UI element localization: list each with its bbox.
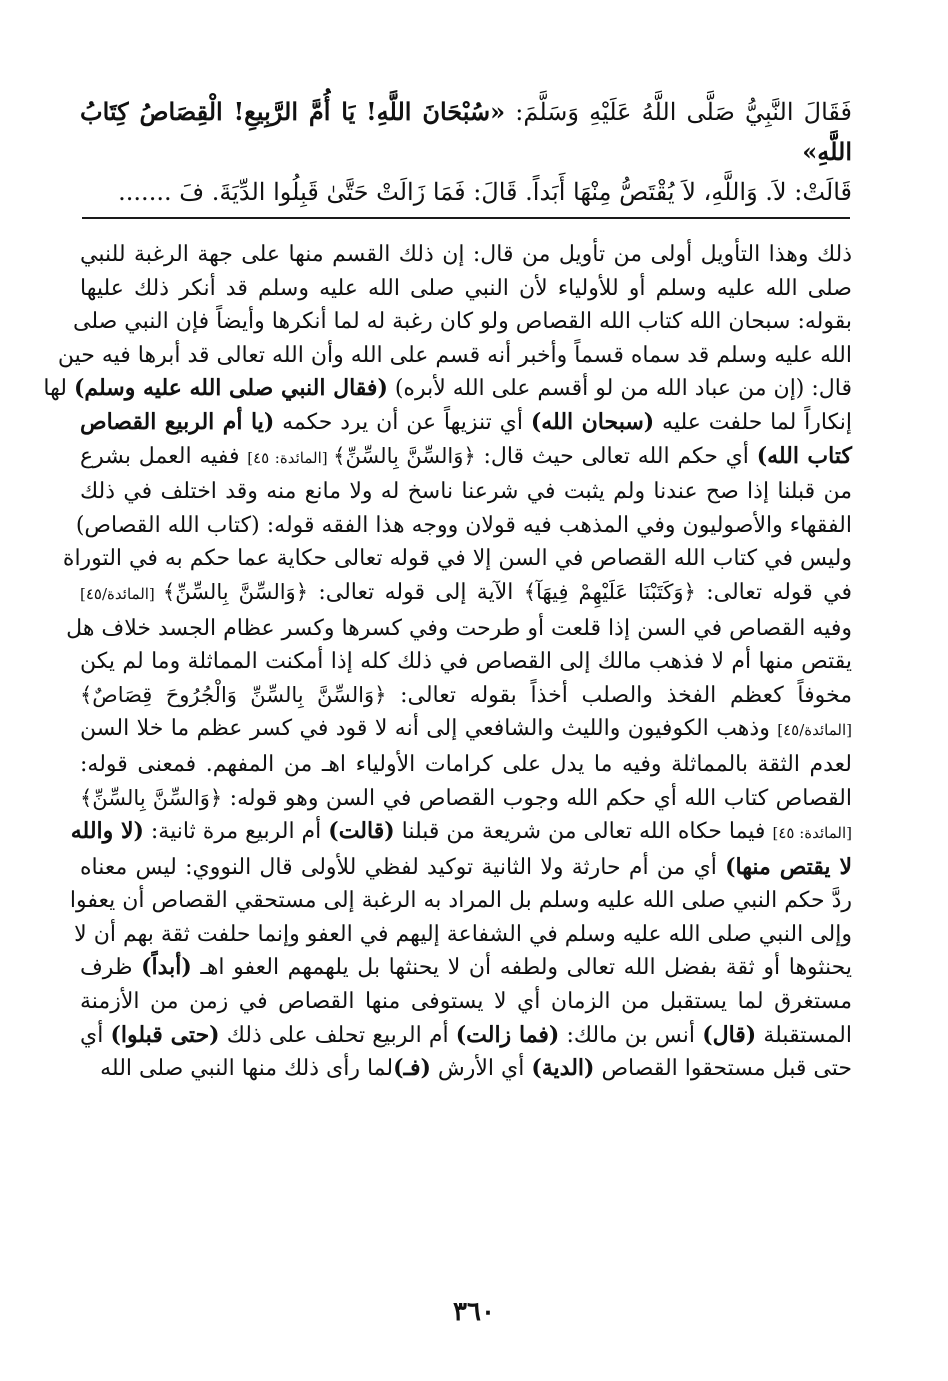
bold-quote: (يا أم الربيع القصاص (80, 408, 275, 435)
commentary-line (43, 372, 852, 406)
text-segment: أي تنزيهاً عن أن يرد حكمه (274, 409, 531, 435)
text-segment: أي (80, 1022, 111, 1048)
quran-verse: ﴿وَالسِّنَّ بِالسِّنِّ﴾ (162, 579, 308, 604)
text-segment: أي الأرش (430, 1056, 532, 1082)
page-number: ٣٦٠ (453, 1297, 495, 1327)
text-segment: لما رأى ذلك منها النبي صلى الله (100, 1056, 394, 1082)
commentary-line: ذلك وهذا التأويل أولى من تأويل من قال: إن ذلك القسم منها على جهة الرغبة للنبي (80, 242, 852, 267)
quran-verse: ﴿وَالسِّنَّ بِالسِّنِّ وَالْجُرُوحَ قِصَاصٌ﴾ (80, 682, 387, 707)
verse-reference: [المائدة/٤٥] (80, 584, 163, 603)
bold-quote: (فـ) (393, 1055, 431, 1082)
commentary-line: وإلى النبي صلى الله عليه وسلم في الشفاعة إليهم في العفو وإنما حلفت ثقة بهم أن لا (74, 921, 852, 947)
bold-quote: (لا والله (70, 818, 144, 845)
text-segment: أنس بن مالك: (559, 1022, 703, 1048)
commentary-line (80, 576, 852, 612)
bold-quote: لا يقتص منها) (725, 853, 853, 880)
hadith-line-1 (80, 98, 852, 166)
hadith-text (80, 92, 852, 212)
bold-quote: (فما زالت) (455, 1021, 560, 1048)
commentary-line: يقتص منها أم لا فذهب مالك إلى القصاص في ذلك كله إذا أمكنت المماثلة وما لم يكن (80, 649, 852, 675)
text-segment: أم الربيع مرة ثانية: (143, 819, 329, 845)
text-segment: أي من أم حارثة ولا الثانية توكيد لفظي للأولى قال النووي: ليس معناه (80, 854, 726, 880)
verse-reference: [المائدة/٤٥] (777, 721, 852, 740)
commentary-line (70, 815, 852, 851)
verse-reference: [المائدة: ٤٥] (247, 448, 334, 467)
commentary-line: لعدم الثقة بالمماثلة وفيه ما يدل على كرامات الأولياء اهـ من المفهم. فمعنى قوله: (80, 751, 852, 777)
bold-quote: كتاب الله) (756, 442, 852, 469)
text-segment: الآية إلى قوله تعالى: (308, 579, 524, 605)
commentary-line (80, 1052, 852, 1086)
commentary-line: بقوله: سبحان الله كتاب الله القصاص ولو كان رغبة له لما أنكرها وأيضاً فإن النبي صلى (73, 309, 852, 335)
bold-quote: (حتى قبلوا) (110, 1021, 220, 1048)
text-segment: فيما حكاه الله تعالى من شريعة من قبلنا (394, 819, 773, 845)
verse-reference: [المائدة: ٤٥] (772, 824, 852, 843)
bold-quote: (أبداً) (141, 954, 192, 981)
hadith-line-1-quote: «سُبْحَانَ اللَّهِ! يَا أُمَّ الرَّبِيعِ! الْقِصَاصُ كِتَابُ اللَّهِ» (80, 97, 852, 166)
bold-quote: (فقال النبي صلى الله عليه وسلم) (73, 375, 388, 402)
commentary-line (80, 679, 852, 713)
text-segment: أي حكم الله تعالى حيث قال: (475, 443, 757, 469)
commentary-line: وفيه القصاص في السن إذا قلعت أو طرحت وفي كسرها وكسر عظام الجسد خلاف هل (66, 615, 852, 641)
hadith-line-2: قَالَتْ: لاَ. وَاللَّهِ، لاَ يُقْتَصُّ مِنْهَا أَبَداً. قَالَ: فَمَا زَالَتْ حَتَّىٰ قَبِلُوا الدِّيَةَ. فَ ....... (118, 178, 852, 206)
text-segment: أم الربيع تحلف على ذلك (219, 1022, 456, 1048)
bold-quote: (الدية) (531, 1055, 595, 1082)
commentary-line: مستغرق لما يستقبل من الزمان أي لا يستوفى منها القصاص في زمن من الأزمنة (80, 989, 852, 1015)
text-segment: قال: (إن من عباد الله من لو أقسم على الله لأبره) (387, 376, 852, 402)
commentary-line (80, 406, 852, 440)
quran-verse: ﴿وَالسِّنَّ بِالسِّنِّ﴾ (80, 785, 223, 810)
commentary-line: الله عليه وسلم قد سماه قسماً وأخبر أنه قسم على الله وأن الله تعالى قد أبرها فيه حين (57, 342, 852, 368)
text-segment: لها (43, 376, 74, 402)
commentary-line: صلى الله عليه وسلم أو للأولياء لأن النبي صلى الله عليه وسلم قد أنكر ذلك عليها (80, 275, 852, 301)
commentary-line (80, 712, 852, 748)
text-segment: وذهب الكوفيون والليث والشافعي إلى أنه لا قود في كسر عظم ما خلا السن (80, 716, 778, 742)
commentary-line (80, 782, 852, 816)
bold-quote: (سبحان الله) (530, 408, 655, 435)
commentary-line (80, 1019, 852, 1053)
hadith-block (80, 92, 852, 212)
commentary-line: ردَّ حكم النبي صلى الله عليه وسلم بل المراد به الرغبة إلى مستحقي القصاص أن يعفوا (69, 888, 852, 914)
text-segment: إنكاراً لما حلفت عليه (654, 409, 852, 435)
commentary-line (80, 851, 852, 885)
text-segment: يحنثوها أو ثقة بفضل الله تعالى ولطفه أن لا يحنثها بل يلهمهم العفو اهـ (191, 955, 853, 981)
quran-verse: ﴿وَكَتَبْنَا عَلَيْهِمْ فِيهَآ﴾ (523, 579, 696, 604)
bold-quote: (قال) (702, 1021, 757, 1048)
commentary-line (80, 440, 852, 476)
text-segment: ظرف (80, 955, 142, 981)
commentary-text (43, 238, 853, 1086)
text-segment: في قوله تعالى: (695, 579, 853, 605)
text-segment: حتى قبل مستحقوا القصاص (594, 1056, 852, 1082)
commentary-line (80, 951, 852, 985)
hadith-line-1-plain: فَقَالَ النَّبِيُّ صَلَّى اللَّهُ عَلَيْهِ وَسَلَّمَ: (505, 98, 852, 126)
commentary-line: من قبلنا إذا صح عندنا ولم يثبت في شرعنا ناسخ له ولا مانع منه وقد اختلف في ذلك (80, 479, 852, 505)
text-segment: القصاص كتاب الله أي حكم الله وجوب القصاص في السن وهو قوله: (222, 785, 852, 811)
footnote-divider (82, 217, 850, 219)
commentary-line: وليس في كتاب الله القصاص في السن إلا في قوله تعالى حكاية عما حكم به في التوراة (62, 546, 852, 572)
quran-verse: ﴿وَالسِّنَّ بِالسِّنِّ﴾ (333, 443, 476, 468)
text-segment: المستقبلة (756, 1022, 852, 1048)
text-segment: ففيه العمل بشرع (80, 443, 248, 469)
bold-quote: (قالت) (328, 818, 395, 845)
text-segment: مخوفاً كعظم الفخذ والصلب أخذاً بقوله تعالى: (386, 682, 852, 708)
commentary-line: الفقهاء والأصوليون وفي المذهب فيه قولان ووجه هذا الفقه قوله: (كتاب الله القصاص) (75, 512, 852, 538)
